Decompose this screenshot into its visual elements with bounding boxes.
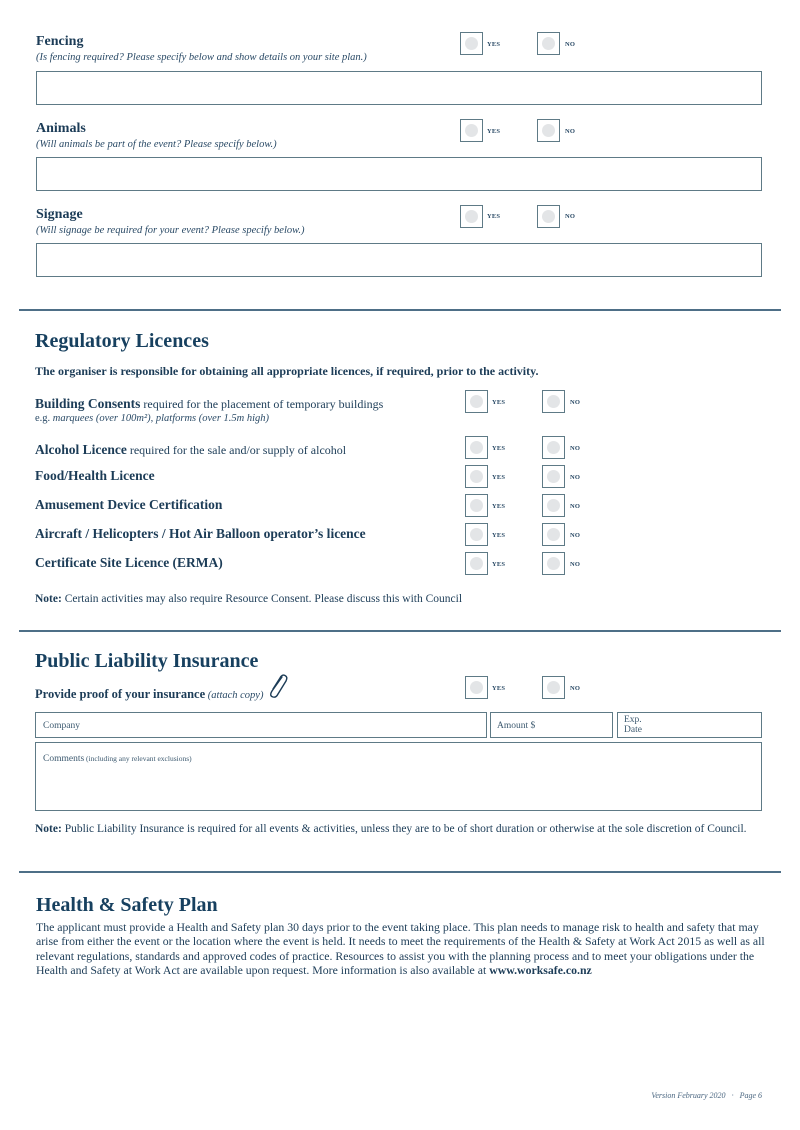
comments-input[interactable]: [35, 742, 762, 811]
yes-label: YES: [487, 213, 501, 220]
section-divider: [19, 630, 781, 632]
no-checkbox[interactable]: [542, 465, 565, 488]
no-label: NO: [570, 445, 581, 452]
licence-amusement-device: Amusement Device Certification: [35, 497, 223, 512]
company-input[interactable]: [35, 712, 487, 738]
page-footer: [651, 1091, 762, 1100]
question-title: Animals: [36, 121, 86, 136]
no-label: NO: [565, 41, 576, 48]
version-text: Version February 2020: [651, 1091, 726, 1100]
health-safety-body: The applicant must provide a Health and Safety plan 30 days prior to the event taking place. This plan needs to manage risk to health and safety that may arise from either the event or the location where the event is held. It needs to meet the requirements of the Health & Safety at Work Act 2015 as well as all relevant regulations, standards and approved codes of practice. Resources to assist you with the planning process and to meet your obligations under the Health and Safety at Work Act are available upon request. More information is also available at www.worksafe.co.nz: [36, 920, 765, 978]
insurance-proof-label: Provide proof of your insurance (attach copy): [35, 687, 264, 701]
yes-checkbox[interactable]: [460, 205, 483, 228]
no-label: NO: [565, 128, 576, 135]
no-checkbox[interactable]: [542, 494, 565, 517]
yes-checkbox[interactable]: [465, 523, 488, 546]
no-checkbox[interactable]: [537, 205, 560, 228]
paperclip-icon[interactable]: [266, 673, 290, 699]
regulatory-note: Note: Certain activities may also require Resource Consent. Please discuss this with Council: [35, 593, 463, 605]
yes-checkbox[interactable]: [465, 676, 488, 699]
no-label: NO: [570, 503, 581, 510]
yes-checkbox[interactable]: [465, 552, 488, 575]
no-checkbox[interactable]: [542, 436, 565, 459]
amount-label: Amount $: [497, 721, 536, 731]
no-label: NO: [570, 561, 581, 568]
yes-checkbox[interactable]: [460, 32, 483, 55]
no-checkbox[interactable]: [542, 676, 565, 699]
section-intro: The organiser is responsible for obtaining all appropriate licences, if required, prior to the activity.: [35, 364, 539, 378]
yes-checkbox[interactable]: [465, 494, 488, 517]
insurance-note: Note: Public Liability Insurance is required for all events & activities, unless they are to be of short duration or otherwise at the sole discretion of Council.: [35, 823, 747, 835]
yes-checkbox[interactable]: [465, 436, 488, 459]
company-label: Company: [43, 721, 80, 731]
animals-details-input[interactable]: [36, 157, 762, 191]
yes-label: YES: [492, 685, 506, 692]
section-title: Regulatory Licences: [35, 330, 209, 352]
no-checkbox[interactable]: [542, 552, 565, 575]
licence-certificate-site: Certificate Site Licence (ERMA): [35, 555, 223, 570]
expiry-label-line1: Exp.: [624, 715, 642, 725]
licence-aircraft: Aircraft / Helicopters / Hot Air Balloon operator’s licence: [35, 526, 366, 541]
expiry-date-input[interactable]: [617, 712, 762, 738]
question-title: Signage: [36, 207, 83, 222]
question-title: Fencing: [36, 34, 84, 49]
yes-checkbox[interactable]: [465, 465, 488, 488]
yes-label: YES: [492, 532, 506, 539]
question-subtitle: (Will signage be required for your event? Please specify below.): [36, 225, 305, 236]
yes-label: YES: [492, 445, 506, 452]
yes-checkbox[interactable]: [460, 119, 483, 142]
licence-building-consents: [35, 393, 383, 412]
question-subtitle: (Will animals be part of the event? Please specify below.): [36, 139, 277, 150]
section-divider: [19, 871, 781, 873]
yes-label: YES: [492, 503, 506, 510]
comments-label: Comments (including any relevant exclusions): [43, 754, 192, 764]
yes-label: YES: [487, 128, 501, 135]
amount-input[interactable]: [490, 712, 613, 738]
no-label: NO: [570, 532, 581, 539]
no-label: NO: [570, 685, 581, 692]
no-label: NO: [565, 213, 576, 220]
no-checkbox[interactable]: [537, 119, 560, 142]
no-checkbox[interactable]: [537, 32, 560, 55]
signage-details-input[interactable]: [36, 243, 762, 277]
yes-label: YES: [492, 474, 506, 481]
no-label: NO: [570, 474, 581, 481]
page-number: Page 6: [739, 1091, 762, 1100]
section-divider: [19, 309, 781, 311]
section-title: Health & Safety Plan: [36, 894, 218, 916]
section-title: Public Liability Insurance: [35, 650, 259, 672]
expiry-label-line2: Date: [624, 725, 642, 735]
licence-example: e.g. marquees (over 100m²), platforms (over 1.5m high): [35, 413, 270, 424]
licence-name: Alcohol Licence: [35, 442, 127, 457]
yes-label: YES: [492, 399, 506, 406]
footer-separator: ·: [731, 1091, 734, 1100]
yes-label: YES: [487, 41, 501, 48]
licence-desc: required for the placement of temporary buildings: [140, 397, 384, 411]
question-subtitle: (Is fencing required? Please specify below and show details on your site plan.): [36, 52, 367, 63]
fencing-details-input[interactable]: [36, 71, 762, 105]
no-label: NO: [570, 399, 581, 406]
licence-food-health: Food/Health Licence: [35, 468, 155, 483]
licence-alcohol: [35, 439, 346, 458]
yes-checkbox[interactable]: [465, 390, 488, 413]
no-checkbox[interactable]: [542, 390, 565, 413]
yes-label: YES: [492, 561, 506, 568]
no-checkbox[interactable]: [542, 523, 565, 546]
licence-desc: required for the sale and/or supply of alcohol: [126, 443, 347, 457]
worksafe-link[interactable]: www.worksafe.co.nz: [489, 963, 592, 978]
licence-name: Building Consents: [35, 396, 141, 411]
